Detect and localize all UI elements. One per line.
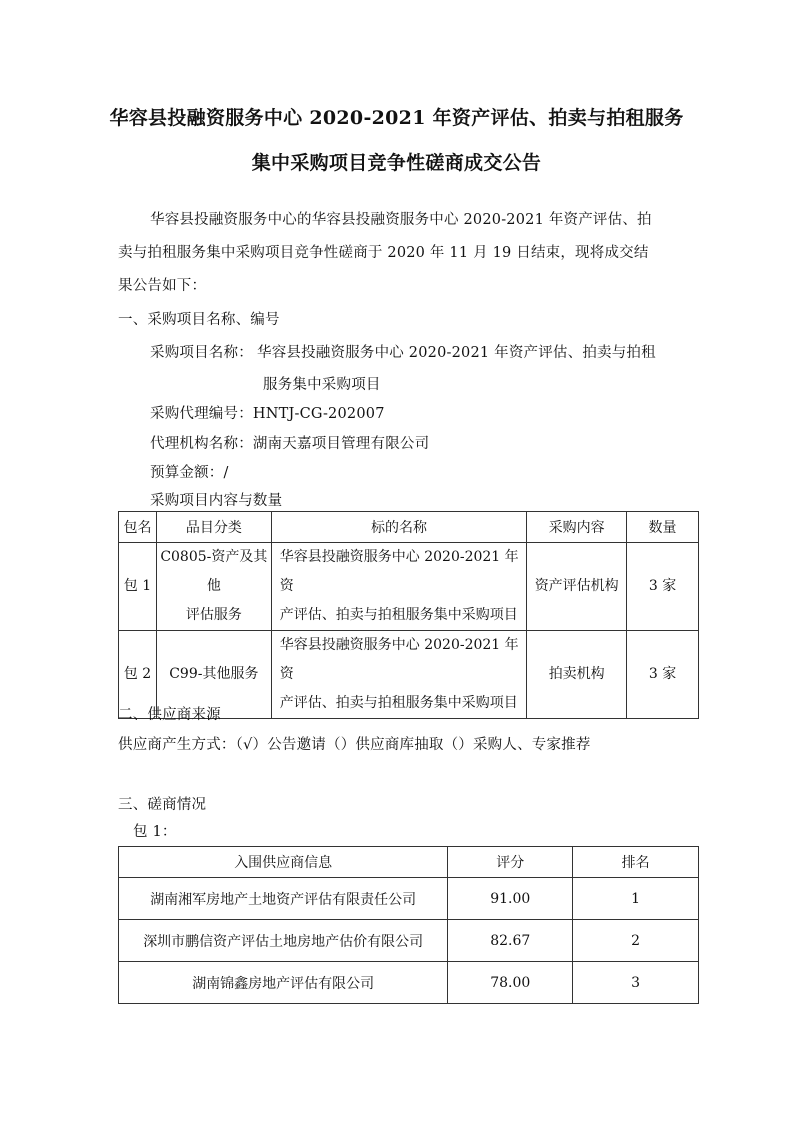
table-row [119, 962, 699, 1004]
cell-supplier: 湖南锦鑫房地产评估有限公司 [119, 962, 448, 1004]
page-title-line1: 华容县投融资服务中心 2020-2021 年资产评估、拍卖与拍租服务 [109, 107, 684, 129]
package-label: 包 1： [133, 824, 177, 840]
item-name-line2: 产评估、拍卖与拍租服务集中采购项目 [279, 695, 518, 711]
item-name-line1: 华容县投融资服务中心 2020-2021 年资 [279, 637, 519, 682]
negotiation-result-table [118, 846, 699, 1004]
cell-supplier: 湖南湘军房地产土地资产评估有限责任公司 [119, 878, 448, 920]
cell-quantity: 3 家 [627, 631, 699, 719]
agency-name: 代理机构名称：湖南天嘉项目管理有限公司 [150, 436, 430, 452]
budget: 预算金额：/ [150, 465, 229, 481]
cell-rank: 1 [573, 878, 699, 920]
agency-code: 采购代理编号：HNTJ-CG-202007 [150, 406, 385, 422]
item-name-line1: 华容县投融资服务中心 2020-2021 年资 [279, 549, 519, 594]
table-header-row [119, 512, 699, 543]
header-package: 包名 [119, 512, 157, 543]
content-heading: 采购项目内容与数量 [150, 493, 283, 509]
cell-item-name [271, 543, 527, 631]
intro-line2: 卖与拍租服务集中采购项目竞争性磋商于 2020 年 11 月 19 日结束，现将成交结 [118, 245, 649, 261]
cell-rank: 3 [573, 962, 699, 1004]
section1-heading: 一、采购项目名称、编号 [118, 312, 280, 328]
intro-line1: 华容县投融资服务中心的华容县投融资服务中心 2020-2021 年资产评估、拍 [150, 212, 652, 228]
category-line2: 评估服务 [185, 607, 242, 623]
cell-package: 包 2 [119, 631, 157, 719]
table-row [119, 878, 699, 920]
table-row [119, 543, 699, 631]
cell-score: 91.00 [448, 878, 573, 920]
cell-item-name [271, 631, 527, 719]
cell-content: 拍卖机构 [527, 631, 627, 719]
header-rank: 排名 [573, 847, 699, 878]
cell-package: 包 1 [119, 543, 157, 631]
cell-quantity: 3 家 [627, 543, 699, 631]
table-row [119, 920, 699, 962]
header-content: 采购内容 [527, 512, 627, 543]
header-score: 评分 [448, 847, 573, 878]
project-name-label: 采购项目名称： [150, 345, 253, 361]
cell-supplier: 深圳市鹏信资产评估土地房地产估价有限公司 [119, 920, 448, 962]
header-quantity: 数量 [627, 512, 699, 543]
header-category: 品目分类 [156, 512, 271, 543]
cell-category: C99-其他服务 [156, 631, 271, 719]
header-supplier: 入围供应商信息 [119, 847, 448, 878]
cell-content: 资产评估机构 [527, 543, 627, 631]
section2-heading: 二、供应商来源 [118, 707, 221, 723]
intro-line3: 果公告如下： [118, 278, 207, 294]
project-name-line2: 服务集中采购项目 [263, 377, 381, 393]
supplier-method: 供应商产生方式：（√）公告邀请（）供应商库抽取（）采购人、专家推荐 [118, 737, 591, 753]
cell-score: 82.67 [448, 920, 573, 962]
cell-rank: 2 [573, 920, 699, 962]
section3-heading: 三、磋商情况 [118, 797, 207, 813]
procurement-content-table [118, 511, 699, 719]
project-name-line1: 华容县投融资服务中心 2020-2021 年资产评估、拍卖与拍租 [257, 345, 656, 361]
cell-category [156, 543, 271, 631]
header-item-name: 标的名称 [271, 512, 527, 543]
item-name-line2: 产评估、拍卖与拍租服务集中采购项目 [279, 607, 518, 623]
page-title-line2: 集中采购项目竞争性磋商成交公告 [251, 152, 542, 174]
category-line1: C0805-资产及其他 [160, 549, 268, 594]
cell-score: 78.00 [448, 962, 573, 1004]
table-header-row [119, 847, 699, 878]
